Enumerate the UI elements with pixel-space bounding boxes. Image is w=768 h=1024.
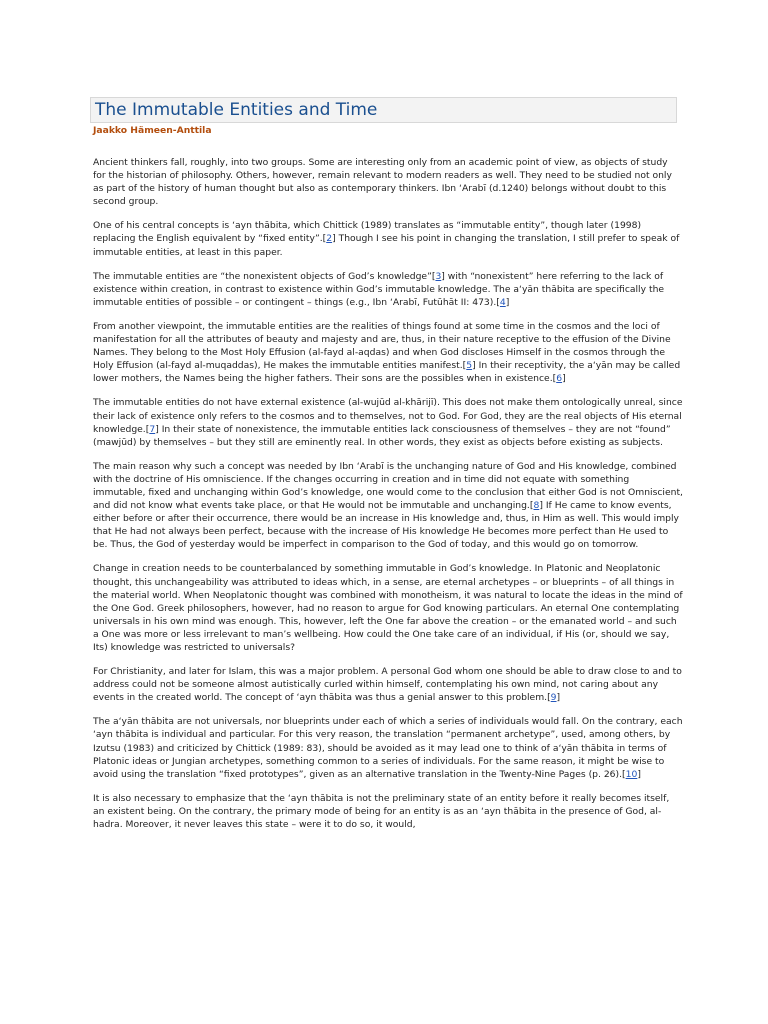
footnote-link[interactable]: 3 xyxy=(435,270,442,282)
article-title: The Immutable Entities and Time xyxy=(95,100,378,120)
footnote-link[interactable]: 9 xyxy=(550,692,557,704)
paragraph-text: The main reason why such a concept was needed by Ibn ‘Arabī is the unchanging nature of God and His knowledge, combined with the doctrine of His omniscience. If the changes occurring in creation and in time did not equate with something immutable, fixed and unchanging within God’s knowledge, one would come to the conclusion that either God is not Omniscient, and did not know what events take place, or that He would not be immutable and unchanging.[8] If He came to know events, either before or after their occurrence, there would be an increase in His knowledge and, thus, in Him as well. This would imply that He had not always been perfect, because with the increase of His knowledge He becomes more perfect than He used to be. Thus, the God of yesterday would be imperfect in comparison to the God of today, and this would go on tomorrow. xyxy=(93,460,683,551)
paragraph-text: Change in creation needs to be counterbalanced by something immutable in God’s knowledge. In Platonic and Neoplatonic thought, this unchangeability was attributed to ideas which, in a sense, are eternal archetypes – or blueprints – of all things in the material world. When Neoplatonic thought was combined with monotheism, it was natural to locate the ideas in the mind of the One God. Greek philosophers, however, had no reason to argue for God knowing particulars. An eternal One contemplating universals in his own mind was enough. This, however, left the One far above the creation – or the emanated world – and such a One was more or less irrelevant to man’s wellbeing. How could the One take care of an individual, if His (or, should we say, Its) knowledge was restricted to universals? xyxy=(93,563,683,653)
paragraph-text: The a‘yān thābita are not universals, nor blueprints under each of which a series of individuals would fall. On the contrary, each ‘ayn thābita is individual and particular. For this very reason, the translation “permanent archetype”, used, among others, by Izutsu (1983) and criticized by Chittick (1989: 83), should be avoided as it may lead one to think of a‘yān thābita in terms of Platonic ideas or Jungian archetypes, something common to a series of individuals. For the same reason, it might be wise to avoid using the translation “fixed prototypes”, given as an alternative translation in the Twenty-Nine Pages (p. 26).[10] xyxy=(93,716,683,780)
paragraph xyxy=(93,320,683,385)
title-bar xyxy=(90,97,677,123)
paragraph xyxy=(93,460,683,552)
footnote-link[interactable]: 10 xyxy=(625,768,638,780)
footnote-link[interactable]: 4 xyxy=(499,296,506,308)
paragraph xyxy=(93,219,683,258)
paragraph-text: The immutable entities do not have external existence (al-wujūd al-khārijī). This does not make them ontologically unreal, since their lack of existence only refers to the cosmos and to themselves, not to God. For God, they are the real objects of His eternal knowledge.[7] In their state of nonexistence, the immutable entities lack consciousness of themselves – they are not “found” (mawjūd) by themselves – but they still are eminently real. In other words, they exist as objects before existing as subjects. xyxy=(93,397,683,448)
footnote-link[interactable]: 8 xyxy=(533,500,540,512)
paragraph xyxy=(93,715,683,780)
paragraph xyxy=(93,562,683,654)
paragraph xyxy=(93,156,683,208)
footnote-link[interactable]: 6 xyxy=(556,373,563,385)
paragraph-text: From another viewpoint, the immutable entities are the realities of things found at some time in the cosmos and the loci of manifestation for all the attributes of beauty and majesty and are, thus, in their nature receptive to the effusion of the Divine Names. They belong to the Most Holy Effusion (al-fayd al-aqdas) and when God discloses Himself in the cosmos through the Holy Effusion (al-fayd al-muqaddas), He makes the immutable entities manifest.[5] In their receptivity, the a‘yān may be called lower mothers, the Names being the higher fathers. Their sons are the possibles when in existence.[6] xyxy=(93,320,681,385)
paragraph xyxy=(93,396,683,448)
paragraph-text: It is also necessary to emphasize that the ‘ayn thābita is not the preliminary state of an entity before it really becomes itself, an existent being. On the contrary, the primary mode of being for an entity is as an ‘ayn thābita in the presence of God, al-hadra. Moreover, it never leaves this state – were it to do so, it would, xyxy=(93,792,670,831)
paragraph xyxy=(93,792,683,831)
footnote-link[interactable]: 2 xyxy=(326,233,333,245)
paragraph-text: For Christianity, and later for Islam, this was a major problem. A personal God whom one should be able to draw close to and to address could not be someone almost autistically curled within himself, contemplating his own mind, not caring about any events in the created world. The concept of ‘ayn thābita was thus a genial answer to this problem.[9] xyxy=(93,666,682,704)
article-author: Jaakko Hämeen-Anttila xyxy=(93,125,212,136)
paragraph-text: Ancient thinkers fall, roughly, into two groups. Some are interesting only from an academic point of view, as objects of study for the historian of philosophy. Others, however, remain relevant to modern readers as well. They need to be studied not only as part of the history of human thought but also as contemporary thinkers. Ibn ‘Arabī (d.1240) belongs without doubt to this second group. xyxy=(93,157,672,208)
footnote-link[interactable]: 5 xyxy=(466,360,473,372)
article-body xyxy=(93,156,683,842)
footnote-link[interactable]: 7 xyxy=(149,423,156,435)
paragraph-text: One of his central concepts is ‘ayn thābita, which Chittick (1989) translates as “immutable entity”, though later (1998) replacing the English equivalent by “fixed entity”.[2] Though I see his point in changing the translation, I still prefer to speak of immutable entities, at least in this paper. xyxy=(93,220,680,258)
paragraph xyxy=(93,270,683,309)
paragraph-text: The immutable entities are “the nonexistent objects of God’s knowledge”[3] with “nonexistent” here referring to the lack of existence within creation, in contrast to existence within God’s immutable knowledge. The a‘yān thābita are specifically the immutable entities of possible – or contingent – things (e.g., Ibn ‘Arabī, Futūhāt II: 473).[4] xyxy=(93,270,665,308)
paragraph xyxy=(93,665,683,704)
